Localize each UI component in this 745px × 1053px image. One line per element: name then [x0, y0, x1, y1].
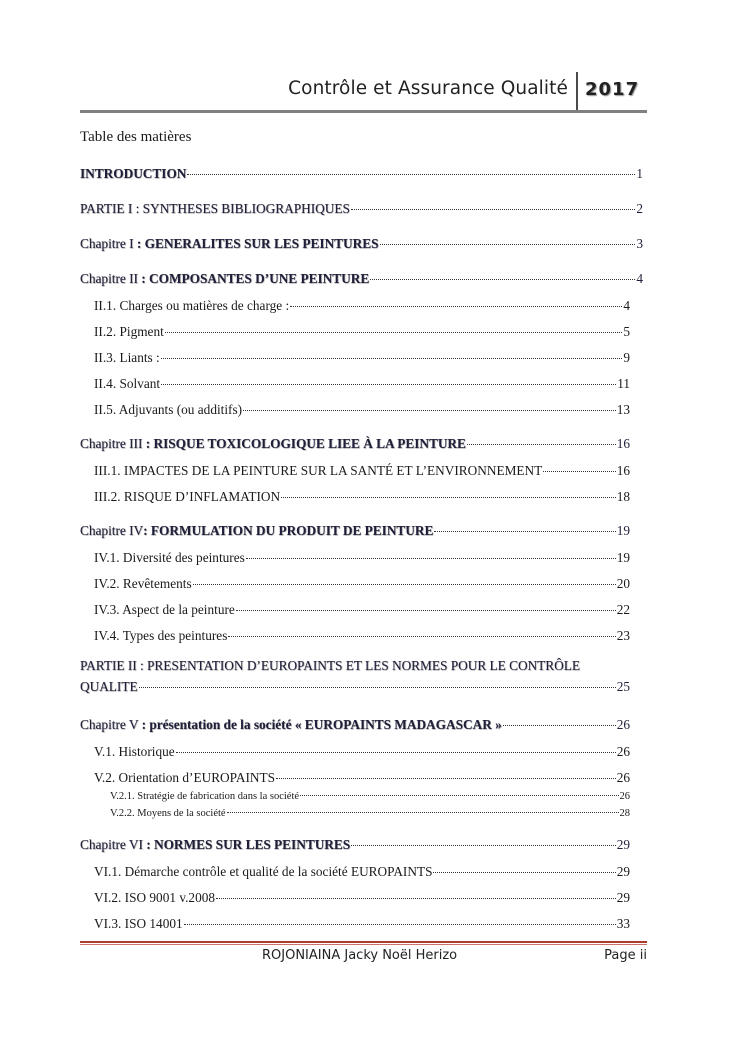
toc-entry-chapitre-5[interactable]: [80, 717, 630, 733]
dot-leader: [300, 795, 618, 796]
dot-leader: [276, 778, 616, 779]
toc-entry-label: II.4. Solvant: [94, 376, 161, 391]
toc-entry-page: 2: [636, 201, 643, 216]
dot-leader: [370, 279, 635, 280]
toc-entry-vi-2[interactable]: [94, 890, 630, 906]
toc-entry-page: 18: [616, 489, 630, 504]
toc-entry-label: II.5. Adjuvants (ou additifs): [94, 402, 243, 417]
toc-entry-chapitre-1[interactable]: [80, 236, 643, 252]
toc-entry-label: V.2.1. Stratégie de fabrication dans la société: [110, 791, 300, 802]
page-header: [80, 72, 647, 112]
toc-entry-ii-5[interactable]: [94, 402, 630, 418]
toc-entry-page: 29: [616, 890, 630, 905]
toc-entry-introduction[interactable]: [80, 166, 643, 182]
toc-entry-page: 26: [619, 791, 630, 802]
dot-leader: [216, 898, 616, 899]
toc-entry-ii-3[interactable]: [94, 350, 630, 366]
toc-entry-label: VI.2. ISO 9001 v.2008: [94, 890, 216, 905]
toc-entry-partie-2[interactable]: [80, 658, 630, 695]
toc-entry-label: Chapitre II : COMPOSANTES D’UNE PEINTURE: [80, 271, 370, 286]
toc-entry-label: VI.1. Démarche contrôle et qualité de la société EUROPAINTS: [94, 864, 433, 879]
toc-title: Table des matières: [80, 129, 192, 145]
toc-entry-page: 3: [636, 236, 643, 251]
footer-rule: [80, 941, 647, 943]
footer-rule-thin: [80, 944, 647, 945]
toc-entry-label: Chapitre III : RISQUE TOXICOLOGIQUE LIEE À LA PEINTURE: [80, 436, 466, 451]
dot-leader: [139, 687, 616, 688]
toc-entry-line2: [80, 679, 630, 695]
toc-entry-ii-4[interactable]: [94, 376, 630, 392]
toc-entry-page: 16: [616, 436, 630, 451]
toc-entry-page: 26: [616, 717, 630, 732]
toc-entry-label: IV.3. Aspect de la peinture: [94, 602, 235, 617]
toc-entry-page: 19: [616, 523, 630, 538]
toc-entry-iv-4[interactable]: [94, 628, 630, 644]
dot-leader: [543, 471, 615, 472]
dot-leader: [184, 924, 616, 925]
dot-leader: [351, 209, 636, 210]
header-rule: [80, 110, 647, 113]
dot-leader: [433, 872, 615, 873]
toc-entry-iv-1[interactable]: [94, 550, 630, 566]
dot-leader: [187, 174, 635, 175]
dot-leader: [176, 752, 616, 753]
toc-entry-page: 1: [636, 166, 643, 181]
dot-leader: [228, 636, 615, 637]
toc-entry-label: III.2. RISQUE D’INFLAMATION: [94, 489, 281, 504]
toc-entry-chapitre-2[interactable]: [80, 271, 643, 287]
toc-entry-page: 25: [616, 679, 630, 694]
footer-page-number: Page ii: [604, 948, 647, 963]
dot-leader: [246, 558, 616, 559]
toc-entry-label: PARTIE I : SYNTHESES BIBLIOGRAPHIQUES: [80, 201, 350, 216]
toc-entry-page: 19: [616, 550, 630, 565]
toc-entry-label: II.1. Charges ou matières de charge :: [94, 298, 290, 313]
toc-entry-label: II.3. Liants :: [94, 350, 160, 365]
toc-entry-chapitre-3[interactable]: [80, 436, 630, 452]
toc-entry-page: 29: [616, 864, 630, 879]
toc-entry-label-line2: QUALITE: [80, 679, 138, 694]
toc-entry-vi-3[interactable]: [94, 916, 630, 932]
dot-leader: [503, 725, 616, 726]
toc-entry-iii-1[interactable]: [94, 463, 630, 479]
toc-entry-label: IV.1. Diversité des peintures: [94, 550, 245, 565]
toc-entry-label: Chapitre V : présentation de la société « EUROPAINTS MADAGASCAR »: [80, 717, 502, 732]
dot-leader: [467, 444, 616, 445]
toc-entry-label: INTRODUCTION: [80, 166, 187, 181]
dot-leader: [227, 812, 619, 813]
dot-leader: [434, 531, 615, 532]
footer-author: ROJONIAINA Jacky Noël Herizo: [262, 948, 458, 963]
toc-entry-v-2-2[interactable]: [110, 806, 630, 822]
toc-entry-label: II.2. Pigment: [94, 324, 164, 339]
toc-entry-page: 26: [616, 744, 630, 759]
toc-entry-chapitre-6[interactable]: [80, 837, 630, 853]
toc-entry-label: Chapitre IV: FORMULATION DU PRODUIT DE PEINTURE: [80, 523, 434, 538]
toc-entry-page: 4: [636, 271, 643, 286]
dot-leader: [351, 845, 616, 846]
header-separator: [576, 72, 578, 112]
toc-entry-label: IV.4. Types des peintures: [94, 628, 228, 643]
toc-entry-v-2-1[interactable]: [110, 789, 630, 805]
dot-leader: [236, 610, 616, 611]
toc-entry-page: 9: [623, 350, 630, 365]
toc-entry-ii-2[interactable]: [94, 324, 630, 340]
toc-entry-page: 13: [616, 402, 630, 417]
toc-entry-label: V.2.2. Moyens de la société: [110, 808, 226, 819]
toc-entry-label: VI.3. ISO 14001: [94, 916, 183, 931]
toc-entry-v-2[interactable]: [94, 770, 630, 786]
toc-entry-label: IV.2. Revêtements: [94, 576, 192, 591]
toc-entry-page: 16: [616, 463, 630, 478]
dot-leader: [165, 332, 623, 333]
toc-entry-iii-2[interactable]: [94, 489, 630, 505]
dot-leader: [243, 410, 616, 411]
dot-leader: [290, 306, 622, 307]
toc-entry-chapitre-4[interactable]: [80, 523, 630, 539]
toc-entry-label: V.2. Orientation d’EUROPAINTS: [94, 770, 275, 785]
dot-leader: [161, 358, 623, 359]
toc-entry-partie-1[interactable]: [80, 201, 643, 217]
toc-entry-v-1[interactable]: [94, 744, 630, 760]
header-year: 2017: [585, 79, 640, 100]
toc-entry-page: 29: [616, 837, 630, 852]
toc-entry-page: 26: [616, 770, 630, 785]
toc-entry-label: III.1. IMPACTES DE LA PEINTURE SUR LA SANTÉ ET L’ENVIRONNEMENT: [94, 463, 543, 478]
dot-leader: [281, 497, 616, 498]
toc-entry-page: 11: [617, 376, 630, 391]
toc-entry-page: 20: [616, 576, 630, 591]
toc-entry-page: 33: [616, 916, 630, 931]
toc-entry-page: 4: [623, 298, 630, 313]
toc-entry-label: Chapitre I : GENERALITES SUR LES PEINTURES: [80, 236, 379, 251]
toc-entry-page: 23: [616, 628, 630, 643]
toc-entry-label-line1: PARTIE II : PRESENTATION D’EUROPAINTS ET LES NORMES POUR LE CONTRÔLE: [80, 658, 580, 673]
header-title: Contrôle et Assurance Qualité: [288, 78, 568, 99]
dot-leader: [380, 244, 636, 245]
toc-entry-vi-1[interactable]: [94, 864, 630, 880]
toc-entry-label: Chapitre VI : NORMES SUR LES PEINTURES: [80, 837, 351, 852]
dot-leader: [161, 384, 616, 385]
toc-entry-page: 22: [616, 602, 630, 617]
toc-entry-label: V.1. Historique: [94, 744, 175, 759]
toc-entry-page: 28: [619, 808, 630, 819]
toc-entry-iv-3[interactable]: [94, 602, 630, 618]
toc-entry-ii-1[interactable]: [94, 298, 630, 314]
toc-entry-iv-2[interactable]: [94, 576, 630, 592]
dot-leader: [193, 584, 616, 585]
toc-entry-page: 5: [623, 324, 630, 339]
